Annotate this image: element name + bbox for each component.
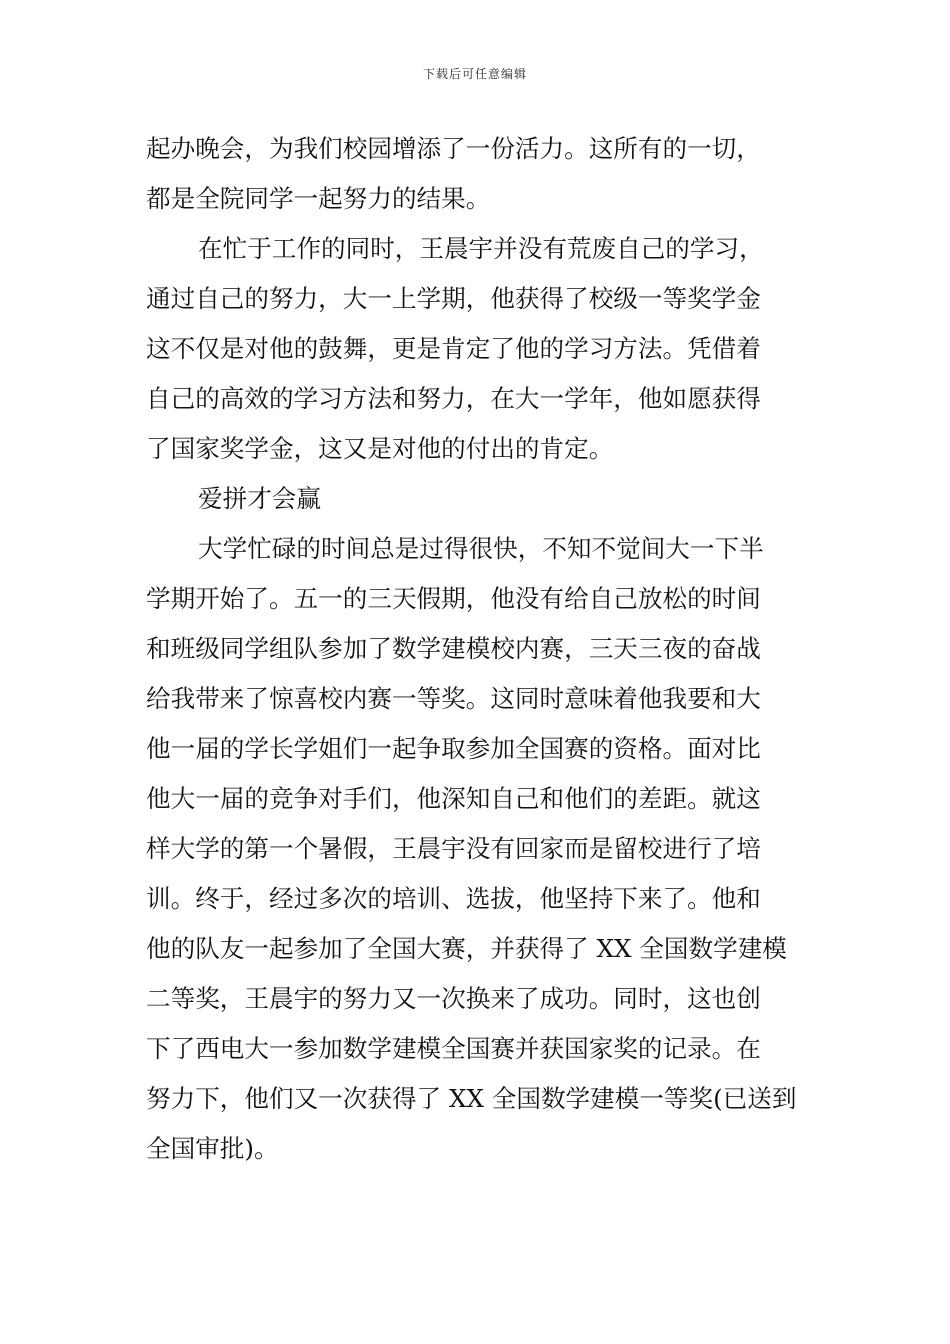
text-line: 学期开始了。五一的三天假期，他没有给自己放松的时间 [146,584,761,613]
text-line: 通过自己的努力，大一上学期，他获得了校级一等奖学金 [146,284,761,313]
paragraph-first-line: 大学忙碌的时间总是过得很快，不知不觉间大一下半 [198,534,764,563]
text-line: 样大学的第一个暑假，王晨宇没有回家而是留校进行了培 [146,834,761,863]
text-line: 了国家奖学金，这又是对他的付出的肯定。 [146,434,614,463]
text-line: 二等奖，王晨宇的努力又一次换来了成功。同时，这也创 [146,984,761,1013]
text-line: 训。终于，经过多次的培训、选拔，他坚持下来了。他和 [146,884,761,913]
text-line: 他一届的学长学姐们一起争取参加全国赛的资格。面对比 [146,734,761,763]
text-line: 下了西电大一参加数学建模全国赛并获国家奖的记录。在 [146,1034,761,1063]
text-line: 他的队友一起参加了全国大赛，并获得了 XX 全国数学建模 [146,934,787,963]
text-line: 这不仅是对他的鼓舞，更是肯定了他的学习方法。凭借着 [146,334,761,363]
text-line: 都是全院同学一起努力的结果。 [146,184,491,213]
text-line: 努力下，他们又一次获得了 XX 全国数学建模一等奖(已送到 [146,1084,797,1113]
text-line: 和班级同学组队参加了数学建模校内赛，三天三夜的奋战 [146,634,761,663]
text-line: 自己的高效的学习方法和努力，在大一学年，他如愿获得 [146,384,761,413]
text-line: 给我带来了惊喜校内赛一等奖。这同时意味着他我要和大 [146,684,761,713]
page-header: 下载后可任意编辑 [422,67,527,81]
text-line: 全国审批)。 [146,1134,279,1163]
paragraph-first-line: 在忙于工作的同时，王晨宇并没有荒废自己的学习， [198,234,764,263]
text-line: 起办晚会，为我们校园增添了一份活力。这所有的一切， [146,134,761,163]
section-heading: 爱拼才会赢 [198,484,321,513]
text-line: 他大一届的竞争对手们，他深知自己和他们的差距。就这 [146,784,761,813]
document-body [146,124,814,1174]
